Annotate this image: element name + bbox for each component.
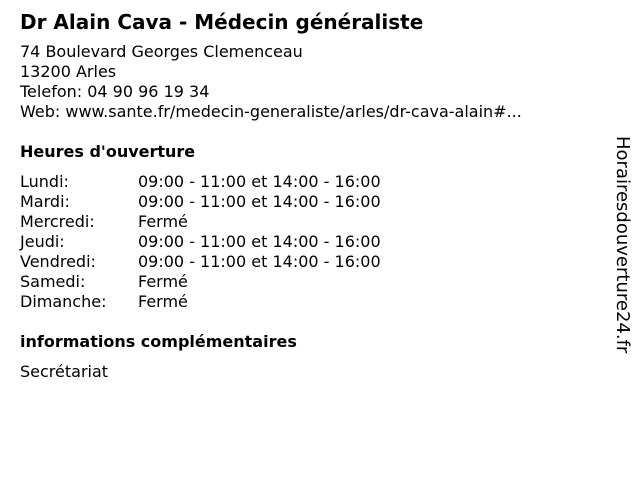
hours-row-wednesday: [20, 212, 600, 232]
day-label: Mercredi:: [20, 212, 95, 231]
hours-row-sunday: [20, 292, 600, 312]
hours-value: Fermé: [138, 212, 188, 231]
opening-hours-list: [20, 172, 600, 312]
hours-row-monday: [20, 172, 600, 192]
hours-value: Fermé: [138, 292, 188, 311]
additional-info-text: Secrétariat: [20, 362, 109, 381]
hours-row-saturday: [20, 272, 600, 292]
hours-value: 09:00 - 11:00 et 14:00 - 16:00: [138, 172, 381, 191]
hours-value: 09:00 - 11:00 et 14:00 - 16:00: [138, 232, 381, 251]
additional-info-title: informations complémentaires: [20, 332, 297, 351]
day-label: Vendredi:: [20, 252, 96, 271]
address-city: 13200 Arles: [20, 62, 117, 81]
day-label: Mardi:: [20, 192, 70, 211]
address-street: 74 Boulevard Georges Clemenceau: [20, 42, 303, 61]
hours-row-friday: [20, 252, 600, 272]
site-watermark-text: Horairesdouverture24.fr: [612, 136, 633, 354]
day-label: Samedi:: [20, 272, 86, 291]
opening-hours-title: Heures d'ouverture: [20, 142, 196, 161]
phone-number: Telefon: 04 90 96 19 34: [20, 82, 210, 101]
day-label: Lundi:: [20, 172, 69, 191]
doctor-info-card: [20, 10, 600, 382]
day-label: Jeudi:: [20, 232, 65, 251]
day-label: Dimanche:: [20, 292, 107, 311]
hours-value: 09:00 - 11:00 et 14:00 - 16:00: [138, 192, 381, 211]
page-title: Dr Alain Cava - Médecin généraliste: [20, 10, 424, 34]
hours-row-thursday: [20, 232, 600, 252]
site-watermark: [610, 136, 634, 376]
hours-value: 09:00 - 11:00 et 14:00 - 16:00: [138, 252, 381, 271]
website-link: Web: www.sante.fr/medecin-generaliste/arles/dr-cava-alain#...: [20, 102, 522, 121]
hours-row-tuesday: [20, 192, 600, 212]
hours-value: Fermé: [138, 272, 188, 291]
